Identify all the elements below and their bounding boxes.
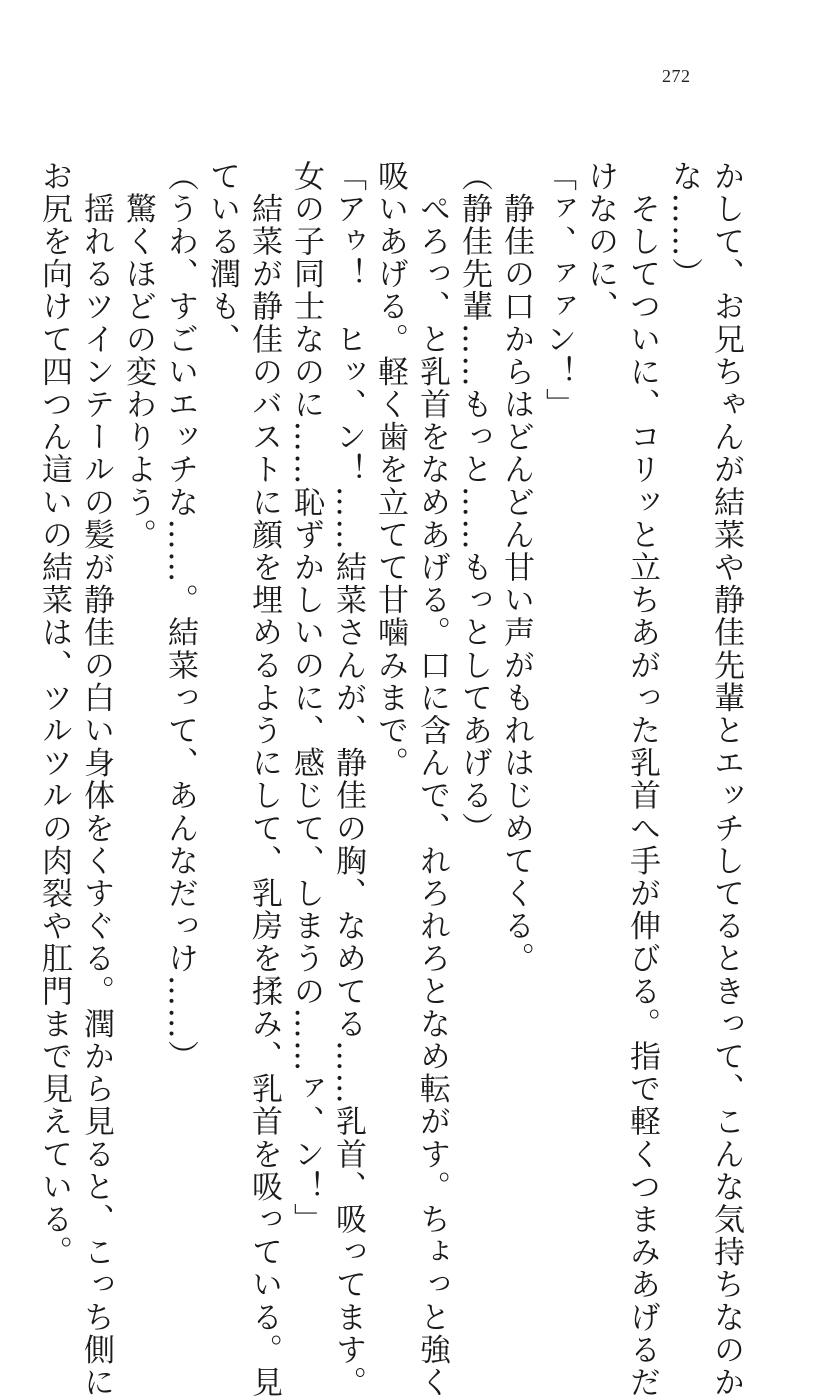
body-text	[36, 160, 747, 1399]
text-line: 「ァ、ァァン！」	[540, 160, 576, 421]
text-line: かして、お兄ちゃんが結菜や静佳先輩とエッチしてるときって、こんな気持ちなのか	[708, 160, 744, 1399]
text-line: な……）	[666, 160, 702, 291]
text-line: 「アゥ！ ヒッ、ン！……結菜さんが、静佳の胸、なめてる……乳首、吸ってます。	[330, 160, 366, 1399]
text-line: （うわ、すごいエッチな……。結菜って、あんなだっけ……）	[162, 160, 198, 1073]
page-number: 272	[662, 66, 691, 86]
text-line: 吸いあげる。軽く歯を立てて甘噛みまで。	[372, 160, 408, 780]
text-line: 女の子同士なのに……恥ずかしいのに、感じて、しまうの……ァ、ン！」	[288, 160, 324, 1236]
text-line: ぺろっ、と乳首をなめあげる。口に含んで、れろれろとなめ転がす。ちょっと強く	[414, 160, 450, 1399]
text-line: （静佳先輩……もっと……もっとしてあげる）	[456, 160, 492, 845]
text-line: そしてついに、コリッと立ちあがった乳首へ手が伸びる。指で軽くつまみあげるだ	[624, 160, 660, 1399]
text-line: 結菜が静佳のバストに顔を埋めるようにして、乳房を揉み、乳首を吸っている。見	[246, 160, 282, 1399]
text-line: けなのに、	[582, 160, 618, 323]
text-line: 静佳の口からはどんどん甘い声がもれはじめてくる。	[498, 160, 534, 975]
text-line: お尻を向けて四つん這いの結菜は、ツルツルの肉裂や肛門まで見えている。	[36, 160, 72, 1269]
text-line: 驚くほどの変わりよう。	[120, 160, 156, 552]
text-line: ている潤も、	[204, 160, 240, 356]
text-line: 揺れるツインテールの髪が静佳の白い身体をくすぐる。潤から見ると、こっち側に	[78, 160, 114, 1399]
